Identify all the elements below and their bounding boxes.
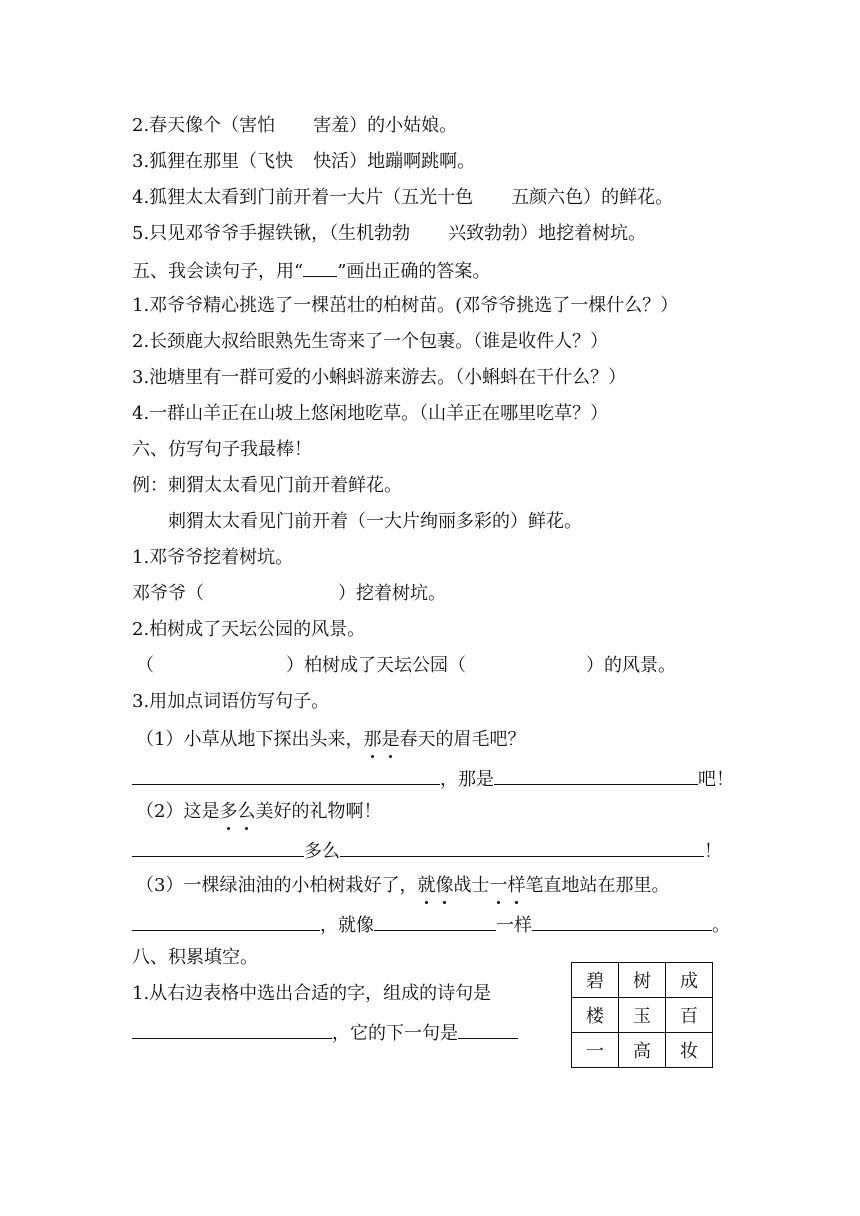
s6-q2-fill-a: （: [136, 655, 154, 676]
s6-q3-1: [136, 728, 525, 752]
s6-q3-2-mid: 多么: [304, 841, 340, 862]
s6-q2-fill-c: ）的风景。: [586, 655, 676, 676]
grid-cell: 碧: [572, 963, 619, 998]
s4-item-3-b: 快活）地蹦啊跳啊。: [313, 151, 476, 172]
s5-heading: [132, 258, 490, 284]
answer-blank[interactable]: [132, 910, 320, 931]
grid-row: [572, 998, 713, 1033]
s6-example-2: 刺猬太太看见门前开着（一大片绚丽多彩的）鲜花。: [168, 511, 582, 532]
answer-blank[interactable]: [132, 764, 440, 785]
s4-item-5-b: 兴致勃勃）地挖着树坑。: [448, 223, 647, 244]
s6-q3-2-end: ！: [704, 841, 722, 862]
dotted-char: 那: [363, 729, 382, 750]
s6-q3-3-mid1: ，就像: [320, 915, 374, 936]
s4-item-3-a: 3.狐狸在那里（飞快: [132, 151, 294, 172]
s6-q1-fill: [132, 582, 446, 606]
answer-blank[interactable]: [132, 836, 304, 857]
s6-heading: 六、仿写句子我最棒！: [132, 439, 312, 460]
dotted-char: 像: [435, 875, 454, 896]
s6-q3-2-answer: [132, 836, 722, 864]
underline-sample: [303, 258, 337, 277]
s6-q3-1-end: 吧！: [698, 769, 734, 790]
answer-blank[interactable]: [494, 764, 698, 785]
s6-q3-3-end: 。: [712, 915, 730, 936]
grid-cell: 百: [666, 998, 713, 1033]
grid-cell: 成: [666, 963, 713, 998]
s6-q3-3-answer: [132, 910, 730, 938]
s6-q2: 2.柏树成了天坛公园的风景。: [132, 619, 366, 640]
dotted-char: 么: [237, 801, 256, 822]
answer-blank[interactable]: [374, 910, 496, 931]
s6-q3-1-mid: ，那是: [440, 769, 494, 790]
s4-item-2-a: 2.春天像个（害怕: [132, 115, 276, 136]
grid-cell: 楼: [572, 998, 619, 1033]
s4-item-4: [132, 186, 673, 210]
s6-q3-3-c: 笔直地站在那里。: [525, 875, 670, 896]
s6-q2-fill-b: ）柏树成了天坛公园（: [286, 655, 466, 676]
s6-q3-1-a: （1）小草从地下探出头来，: [136, 729, 364, 750]
answer-blank[interactable]: [458, 1018, 518, 1039]
character-grid: [571, 962, 713, 1068]
s4-item-3: [132, 150, 475, 174]
dotted-char: 就: [417, 875, 436, 896]
s8-q1-b: ，它的下一句是: [332, 1023, 458, 1044]
grid-cell: 一: [572, 1033, 619, 1068]
s6-q3-3-b: 战士: [453, 875, 490, 896]
s6-q3-1-b: 春天的眉毛吧？: [399, 729, 526, 750]
s4-item-4-a: 4.狐狸太太看到门前开着一大片（五光十色: [132, 187, 474, 208]
grid-cell: 玉: [619, 998, 666, 1033]
s6-q1-fill-a: 邓爷爷（: [132, 583, 204, 604]
s6-q3: 3.用加点词语仿写句子。: [132, 691, 330, 712]
s6-q3-3: [136, 874, 669, 898]
s6-q3-2-b: 美好的礼物啊！: [255, 801, 382, 822]
s5-item-3: 3.池塘里有一群可爱的小蝌蚪游来游去。（小蝌蚪在干什么？）: [132, 367, 627, 388]
s5-item-4: 4.一群山羊正在山坡上悠闲地吃草。（山羊正在哪里吃草？）: [132, 403, 609, 424]
s4-item-2: [132, 114, 457, 138]
dotted-char: 样: [507, 875, 526, 896]
s8-q1-a: 1.从右边表格中选出合适的字，组成的诗句是: [132, 983, 492, 1004]
grid-row: [572, 963, 713, 998]
s6-q3-3-mid2: 一样: [496, 915, 532, 936]
s4-item-2-b: 害羞）的小姑娘。: [313, 115, 458, 136]
s4-item-4-b: 五颜六色）的鲜花。: [511, 187, 674, 208]
grid-cell: 树: [619, 963, 666, 998]
s6-q3-2-a: （2）这是: [136, 801, 220, 822]
s5-heading-a: 五、我会读句子，用“: [132, 261, 304, 282]
grid-cell: 妆: [666, 1033, 713, 1068]
dotted-char: 多: [219, 801, 238, 822]
s6-q1: 1.邓爷爷挖着树坑。: [132, 547, 294, 568]
s8-q1-answer: [132, 1018, 518, 1046]
s4-item-5-a: 5.只见邓爷爷手握铁锹，（生机勃勃: [132, 223, 411, 244]
s6-q3-2: [136, 800, 381, 824]
s5-item-2: 2.长颈鹿大叔给眼熟先生寄来了一个包裹。（谁是收件人？）: [132, 331, 609, 352]
s6-q2-fill: [136, 654, 676, 678]
s5-item-1: 1.邓爷爷精心挑选了一棵茁壮的柏树苗。(邓爷爷挑选了一棵什么？）: [132, 295, 679, 316]
s8-heading: 八、积累填空。: [132, 947, 258, 968]
s5-heading-b: ”画出正确的答案。: [337, 261, 491, 282]
grid-cell: 高: [619, 1033, 666, 1068]
grid-row: [572, 1033, 713, 1068]
answer-blank[interactable]: [132, 1018, 332, 1039]
dotted-char: 一: [489, 875, 508, 896]
s6-example-1: 例：刺猬太太看见门前开着鲜花。: [132, 475, 402, 496]
dotted-char: 是: [381, 729, 400, 750]
s6-q1-fill-b: ）挖着树坑。: [338, 583, 446, 604]
answer-blank[interactable]: [532, 910, 712, 931]
s6-q3-1-answer: [132, 764, 734, 792]
s4-item-5: [132, 222, 646, 246]
answer-blank[interactable]: [340, 836, 704, 857]
s6-q3-3-a: （3）一棵绿油油的小柏树栽好了，: [136, 875, 418, 896]
